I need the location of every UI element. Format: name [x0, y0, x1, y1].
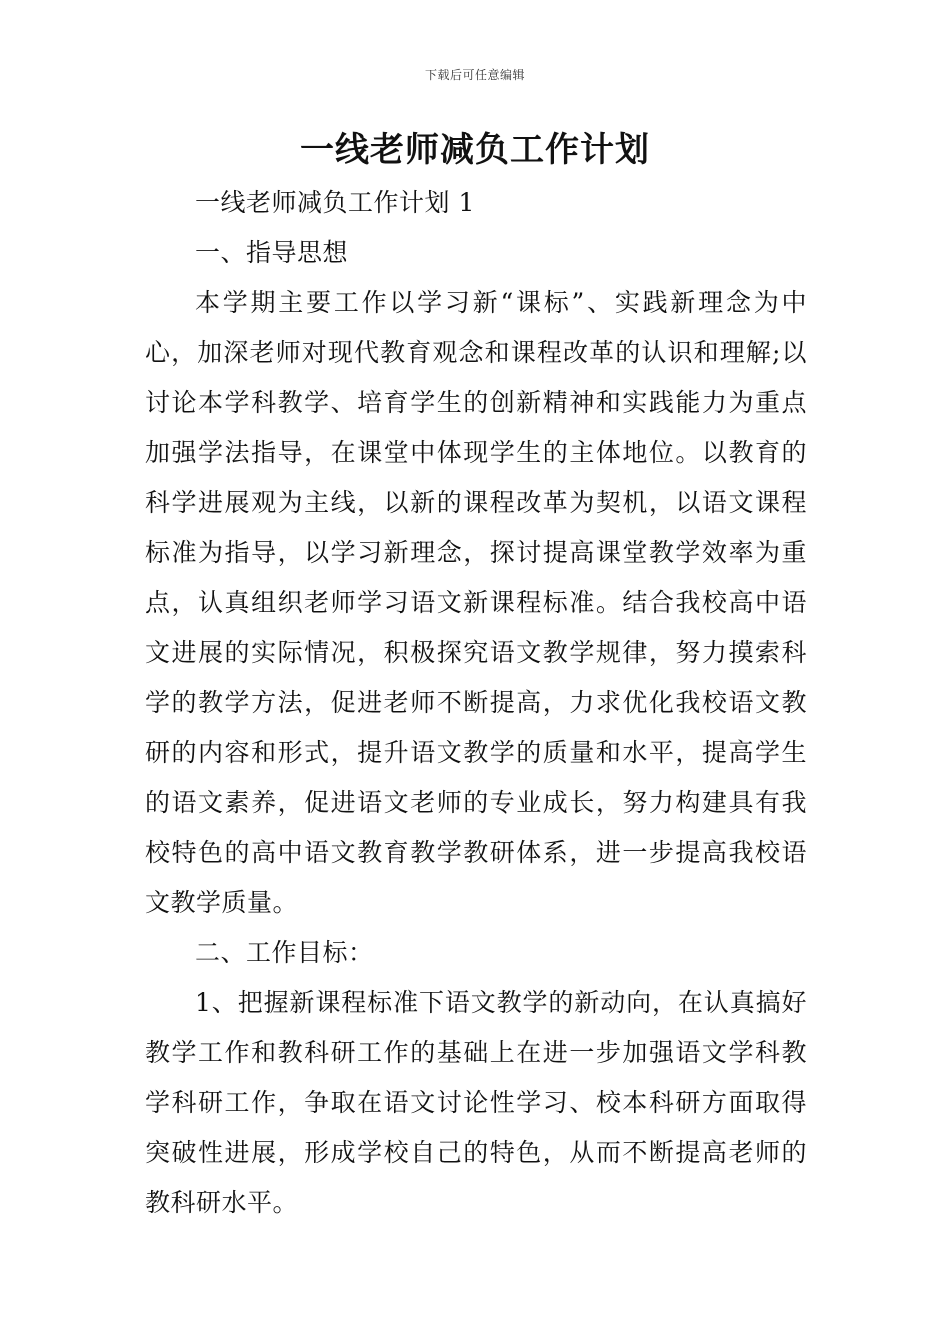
body-paragraph: 本学期主要工作以学习新“课标”、实践新理念为中心，加深老师对现代教育观念和课程改革的认识和理解;以讨论本学科教学、培育学生的创新精神和实践能力为重点加强学法指导，在课堂中体现学生的主体地位。以教育的科学进展观为主线，以新的课程改革为契机，以语文课程标准为指导，以学习新理念，探讨提高课堂教学效率为重点，认真组织老师学习语文新课程标准。结合我校高中语文进展的实际情况，积极探究语文教学规律，努力摸索科学的教学方法，促进老师不断提高，力求优化我校语文教研的内容和形式，提升语文教学的质量和水平，提高学生的语文素养，促进语文老师的专业成长，努力构建具有我校特色的高中语文教育教学教研体系，进一步提高我校语文教学质量。: [145, 288, 807, 917]
document-title: 一线老师减负工作计划: [300, 130, 650, 170]
document-body: [145, 178, 807, 1228]
subtitle-paragraph: 一线老师减负工作计划 1: [195, 188, 475, 217]
section-heading-guiding-ideology: 一、指导思想: [195, 238, 349, 267]
body-paragraph: 1、把握新课程标准下语文教学的新动向，在认真搞好教学工作和教科研工作的基础上在进一步加强语文学科教学科研工作，争取在语文讨论性学习、校本科研方面取得突破性进展，形成学校自己的特色，从而不断提高老师的教科研水平。: [145, 988, 807, 1217]
section-heading-work-goals: 二、工作目标：: [195, 938, 374, 967]
header-note: 下载后可任意编辑: [424, 68, 525, 82]
